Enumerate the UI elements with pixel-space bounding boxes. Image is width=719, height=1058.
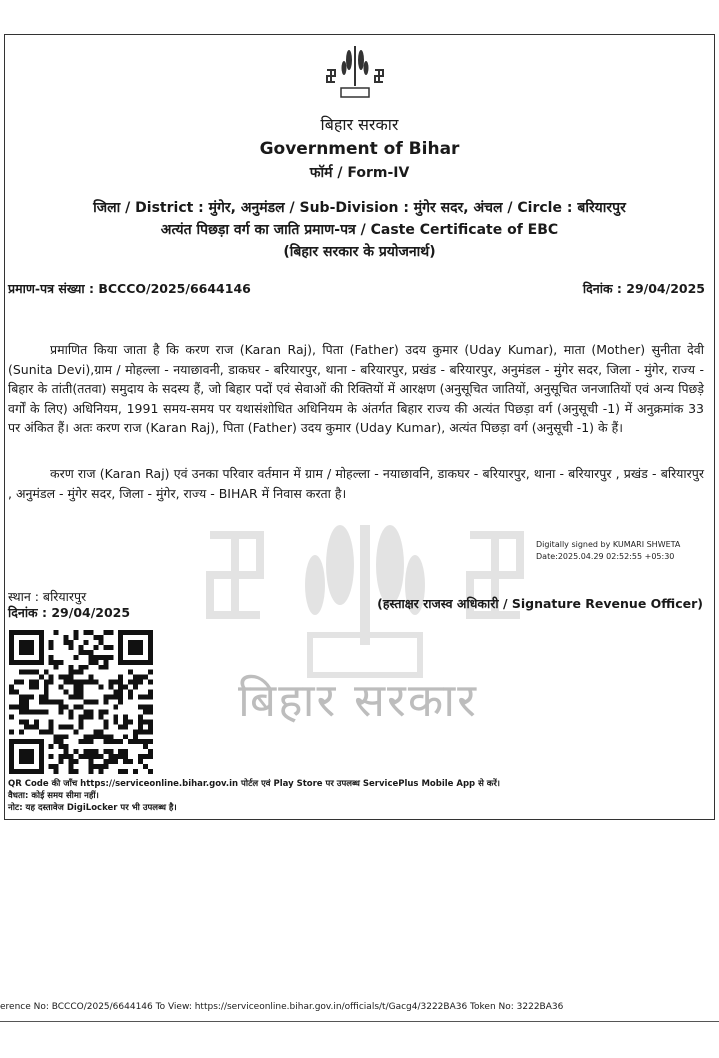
- notes-block: [8, 778, 500, 814]
- digilocker-note: नोट: यह दस्तावेज DigiLocker पर भी उपलब्ध है।: [8, 803, 177, 813]
- qr-code[interactable]: [9, 630, 153, 774]
- signature-label: (हस्ताक्षर राजस्व अधिकारी / Signature Revenue Officer): [377, 596, 703, 611]
- certificate-title: अत्यंत पिछड़ा वर्ग का जाति प्रमाण-पत्र / Caste Certificate of EBC: [160, 222, 559, 238]
- issue-date: दिनांक : 29/04/2025: [8, 605, 131, 620]
- place-of-issue: स्थान : बरियारपुर: [8, 589, 87, 604]
- certificate-date: दिनांक : 29/04/2025: [582, 281, 705, 296]
- digital-signature-signer: Digitally signed by KUMARI SHWETA: [536, 540, 681, 549]
- location-line: जिला / District : मुंगेर, अनुमंडल / Sub-Division : मुंगेर सदर, अंचल / Circle : बरियारपुर: [93, 200, 626, 216]
- government-english: Government of Bihar: [259, 139, 460, 159]
- certificate-purpose: (बिहार सरकार के प्रयोजनार्थ): [283, 244, 436, 260]
- certificate-number: प्रमाण-पत्र संख्या : BCCCO/2025/6644146: [8, 281, 251, 296]
- qr-note: QR Code की जाँच https://serviceonline.bihar.gov.in पोर्टल एवं Play Store पर उपलब्ध ServicePlus Mobile App से करें।: [8, 779, 501, 789]
- residence-paragraph: करण राज (Karan Raj) एवं उनका परिवार वर्तमान में ग्राम / मोहल्ला - नयाछावनि, डाकघर - बरियारपुर, थाना - बरियारपुर , प्रखंड - बरियारपुर , अनुमंडल - मुंगेर सदर, जिला - मुंगेर, राज्य - BIHAR में निवास करता है।: [8, 466, 704, 501]
- footer-divider: [0, 1021, 719, 1022]
- digital-signature: [536, 539, 680, 563]
- certification-paragraph: प्रमाणित किया जाता है कि करण राज (Karan Raj), पिता (Father) उदय कुमार (Uday Kumar), माता (Mother) सुनीता देवी (Sunita Devi),ग्राम / मोहल्ला - नयाछावनी, डाकघर - बरियारपुर, थाना - बरियारपुर, प्रखंड - बरियारपुर, अनुमंडल - मुंगेर सदर, जिला - मुंगेर, राज्य - बिहार के तांती(ततवा) समुदाय के सदस्य हैं, जो बिहार पदों एवं सेवाओं की रिक्तियों में आरक्षण (अनुसूचित जातियों, अनुसूचित जनजातियों एवं अन्य पिछड़े वर्गों के लिए) अधिनियम, 1991 समय-समय पर यथासंशोधित अधिनियम के अंतर्गत बिहार राज्य की अत्यंत पिछड़ा वर्ग (अनुसूची -1) में अनुक्रमांक 33 पर अंकित हैं। अतः करण राज (Karan Raj), पिता (Father) उदय कुमार (Uday Kumar), अत्यंत पिछड़ा वर्ग (अनुसूची -1) के हैं।: [8, 342, 704, 435]
- digital-signature-date: Date:2025.04.29 02:52:55 +05:30: [536, 552, 675, 561]
- validity-note: वैधता: कोई समय सीमा नहीं।: [8, 791, 99, 801]
- footer-reference: erence No: BCCCO/2025/6644146 To View: https://serviceonline.bihar.gov.in/officials/t/Gacg4/3222BA36 Token No: 3222BA36: [0, 1002, 564, 1012]
- watermark-text: बिहार सरकार: [238, 673, 478, 727]
- bihar-emblem-logo: [324, 42, 386, 100]
- government-hindi: बिहार सरकार: [320, 115, 399, 134]
- form-number: फॉर्म / Form-IV: [309, 165, 410, 181]
